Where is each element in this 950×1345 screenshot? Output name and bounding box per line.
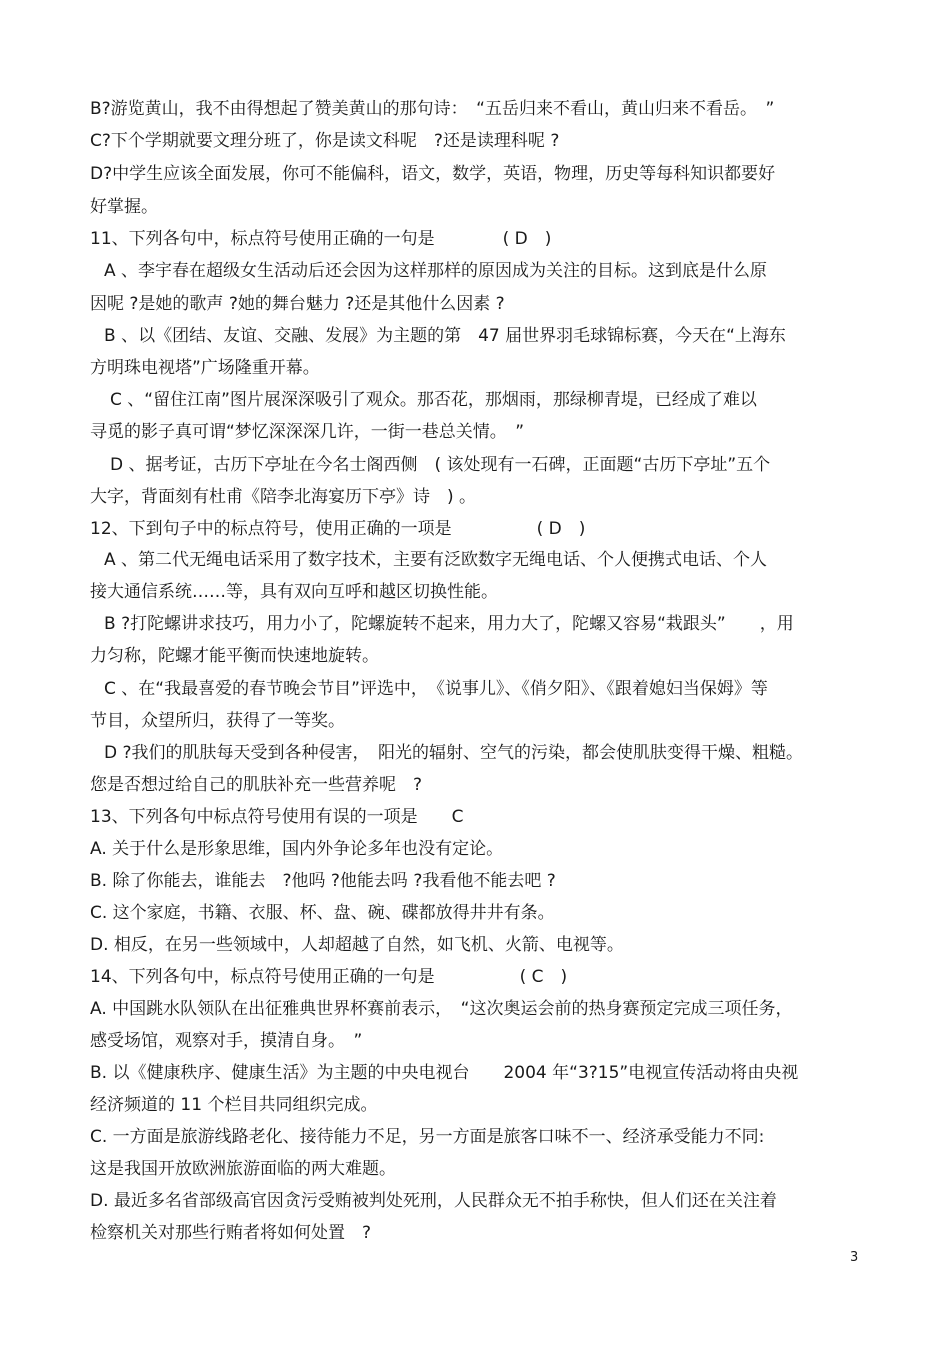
option-b: B. 以《健康秩序、健康生活》为主题的中央电视台 2004 年“3?15”电视宣传活动将由央视: [90, 1063, 799, 1083]
text-line: D?中学生应该全面发展，你可不能偏科，语文，数学，英语，物理，历史等每科知识都要好: [90, 164, 776, 184]
text-line: 接大通信系统……等，具有双向互呼和越区切换性能。: [90, 582, 498, 602]
option-b: B ?打陀螺讲求技巧，用力小了，陀螺旋转不起来，用力大了，陀螺又容易“栽跟头” ，用: [104, 614, 794, 634]
text-line: 寻觅的影子真可谓“梦忆深深深几许，一街一巷总关情。 ”: [90, 422, 525, 442]
option-c: C. 这个家庭，书籍、衣服、杯、盘、碗、碟都放得井井有条。: [90, 903, 555, 923]
text-line: 检察机关对那些行贿者将如何处置 ?: [90, 1223, 372, 1243]
option-c: C 、“留住江南”图片展深深吸引了观众。那否花，那烟雨，那绿柳青堤，已经成了难以: [110, 390, 757, 410]
option-d: D. 相反，在另一些领域中，人却超越了自然，如飞机、火箭、电视等。: [90, 935, 624, 955]
text-line: 感受场馆，观察对手，摸清自身。 ”: [90, 1031, 363, 1051]
text-line: 力匀称，陀螺才能平衡而快速地旋转。: [90, 646, 379, 666]
question-heading: 12、下到句子中的标点符号，使用正确的一项是 ( D ): [90, 519, 586, 539]
text-line: 好掌握。: [90, 197, 158, 217]
text-line: 您是否想过给自己的肌肤补充一些营养呢 ?: [90, 775, 423, 795]
text-line: C?下个学期就要文理分班了，你是读文科呢 ?还是读理科呢 ?: [90, 131, 560, 151]
text-line: 因呢 ?是她的歌声 ?她的舞台魅力 ?还是其他什么因素 ?: [90, 294, 505, 314]
text-line: 经济频道的 11 个栏目共同组织完成。: [90, 1095, 378, 1115]
option-a: A 、第二代无绳电话采用了数字技术，主要有泛欧数字无绳电话、个人便携式电话、个人: [104, 550, 768, 570]
option-b: B 、以《团结、友谊、交融、发展》为主题的第 47 届世界羽毛球锦标赛，今天在“上海东: [104, 326, 786, 346]
text-line: 节目，众望所归，获得了一等奖。: [90, 711, 345, 731]
option-d: D ?我们的肌肤每天受到各种侵害， 阳光的辐射、空气的污染，都会使肌肤变得干燥、粗糙。: [104, 743, 804, 763]
option-d: D. 最近多名省部级高官因贪污受贿被判处死刑，人民群众无不拍手称快，但人们还在关注着: [90, 1191, 777, 1211]
question-heading: 11、下列各句中，标点符号使用正确的一句是 ( D ): [90, 229, 552, 249]
option-c: C. 一方面是旅游线路老化、接待能力不足，另一方面是旅客口味不一、经济承受能力不同:: [90, 1127, 765, 1147]
text-line: 这是我国开放欧洲旅游面临的两大难题。: [90, 1159, 396, 1179]
text-line: 大字，背面刻有杜甫《陪李北海宴历下亭》诗 ) 。: [90, 487, 477, 507]
page-number: 3: [850, 1250, 859, 1265]
question-heading: 13、下列各句中标点符号使用有误的一项是 C: [90, 807, 464, 827]
option-b: B. 除了你能去，谁能去 ?他吗 ?他能去吗 ?我看他不能去吧 ?: [90, 871, 556, 891]
text-line: B?游览黄山，我不由得想起了赞美黄山的那句诗： “五岳归来不看山，黄山归来不看岳。 ”: [90, 99, 775, 119]
option-a: A. 中国跳水队领队在出征雅典世界杯赛前表示， “这次奥运会前的热身赛预定完成三项任务，: [90, 999, 793, 1019]
option-a: A 、李宇春在超级女生活动后还会因为这样那样的原因成为关注的目标。这到底是什么原: [104, 261, 768, 281]
option-c: C 、在“我最喜爱的春节晚会节目”评选中， 《说事儿》、《俏夕阳》、《跟着媳妇当保姆》等: [104, 679, 768, 699]
option-a: A. 关于什么是形象思维，国内外争论多年也没有定论。: [90, 839, 504, 859]
question-heading: 14、下列各句中，标点符号使用正确的一句是 ( C ): [90, 967, 568, 987]
text-line: 方明珠电视塔”广场隆重开幕。: [90, 358, 320, 378]
option-d: D 、据考证，古历下亭址在今名士阁西侧 ( 该处现有一石碑，正面题“古历下亭址”五个: [110, 455, 771, 475]
